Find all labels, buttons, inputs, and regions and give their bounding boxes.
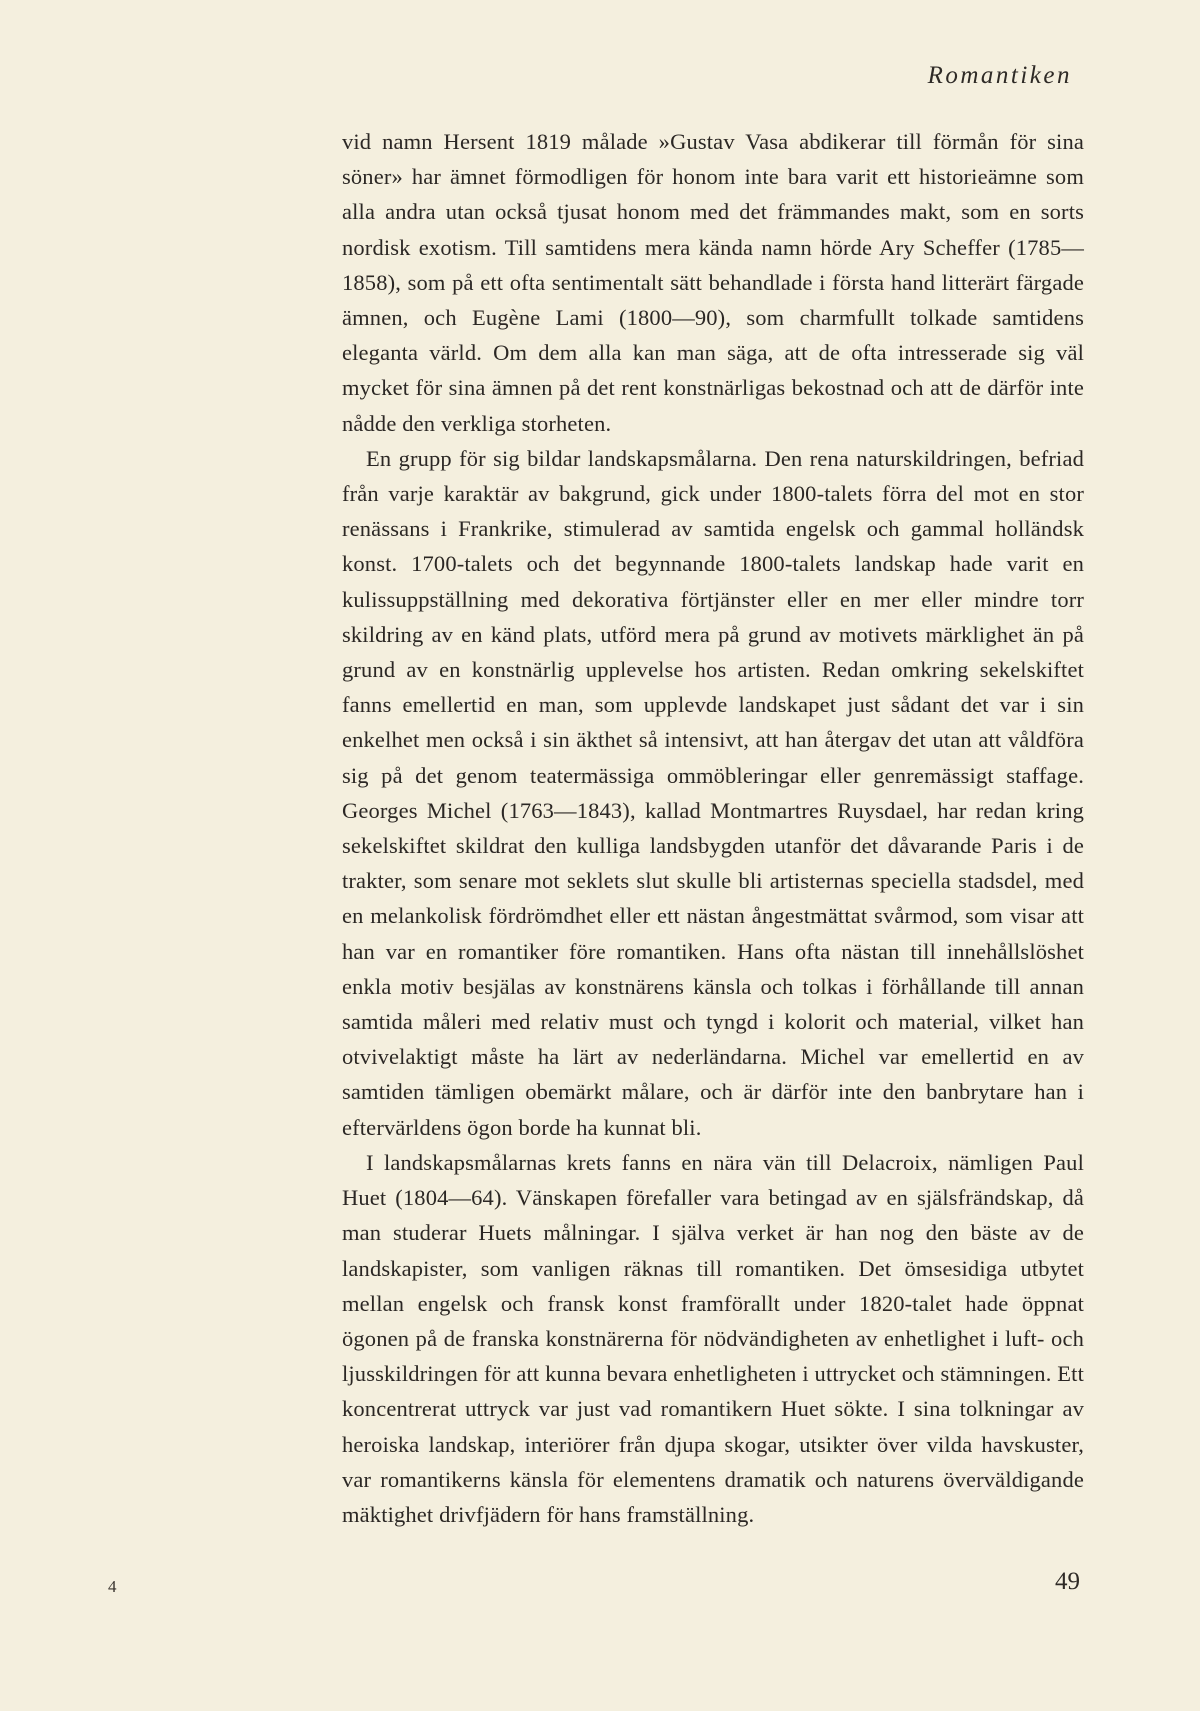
running-header: Romantiken <box>927 62 1072 89</box>
paragraph-3: I landskapsmålarnas krets fanns en nära vän till Delacroix, nämligen Paul Huet (1804—64). Vänskapen förefaller vara betingad av en själsfrändskap, då man studerar Huets målningar. I själva verket är han nog den bäste av de landskapister, som vanligen räknas till romantiken. Det ömsesidiga utbytet mellan engelsk och fransk konst framförallt under 1820-talet hade öppnat ögonen på de franska konstnärerna för nödvändigheten av enhetlighet i luft- och ljusskildringen för att kunna bevara enhetligheten i uttrycket och stämningen. Ett koncentrerat uttryck var just vad romantikern Huet sökte. I sina tolkningar av heroiska landskap, interiörer från djupa skogar, utsikter över vilda havskuster, var romantikerns känsla för elementens dramatik och naturens överväldigande mäktighet drivfjädern för hans framställning. <box>342 1149 1084 1527</box>
paragraph-1: vid namn Hersent 1819 målade »Gustav Vasa abdikerar till förmån för sina söner» har ämnet förmodligen för honom inte bara varit ett historieämne som alla andra utan också tjusat honom med det främmandes makt, som en sorts nordisk exotism. Till samtidens mera kända namn hörde Ary Scheffer (1785—1858), som på ett ofta sentimentalt sätt behandlade i första hand litterärt färgade ämnen, och Eugène Lami (1800—90), som charmfullt tolkade samtidens eleganta värld. Om dem alla kan man säga, att de ofta intresserade sig väl mycket för sina ämnen på det rent konstnärligas bekostnad och att de därför inte nådde den verkliga storheten. <box>342 129 1084 436</box>
page-number: 49 <box>1055 1568 1080 1595</box>
signature-mark: 4 <box>108 1577 117 1596</box>
paragraph-2: En grupp för sig bildar landskapsmålarna. Den rena naturskildringen, befriad från varje karaktär av bakgrund, gick under 1800-talets förra del mot en stor renässans i Frankrike, stimulerad av samtida engelsk och gammal holländsk konst. 1700-talets och det begynnande 1800-talets landskap hade varit en kulissuppställning med dekorativa förtjänster eller en mer eller mindre torr skildring av en känd plats, utförd mera på grund av motivets märklighet än på grund av en konstnärlig upplevelse hos artisten. Redan omkring sekelskiftet fanns emellertid en man, som upplevde landskapet just sådant det var i sin enkelhet men också i sin äkthet så intensivt, att han återgav det utan att våldföra sig på det genom teatermässiga ommöbleringar eller genremässigt staffage. Georges Michel (1763—1843), kallad Montmartres Ruysdael, har redan kring sekelskiftet skildrat den kulliga landsbygden utanför det dåvarande Paris i de trakter, som senare mot seklets slut skulle bli artisternas speciella stadsdel, med en melankolisk fördrömdhet eller ett nästan ångestmättat svårmod, som visar att han var en romantiker före romantiken. Hans ofta nästan till innehållslöshet enkla motiv besjälas av konstnärens känsla och tolkas i förhållande till annan samtida måleri med relativ must och tyngd i kolorit och material, vilket han otvivelaktigt måste ha lärt av nederländarna. Michel var emellertid en av samtiden tämligen obemärkt målare, och är därför inte den banbrytare han i eftervärldens ögon borde ha kunnat bli. <box>342 445 1084 1140</box>
body-text <box>342 124 1084 1532</box>
